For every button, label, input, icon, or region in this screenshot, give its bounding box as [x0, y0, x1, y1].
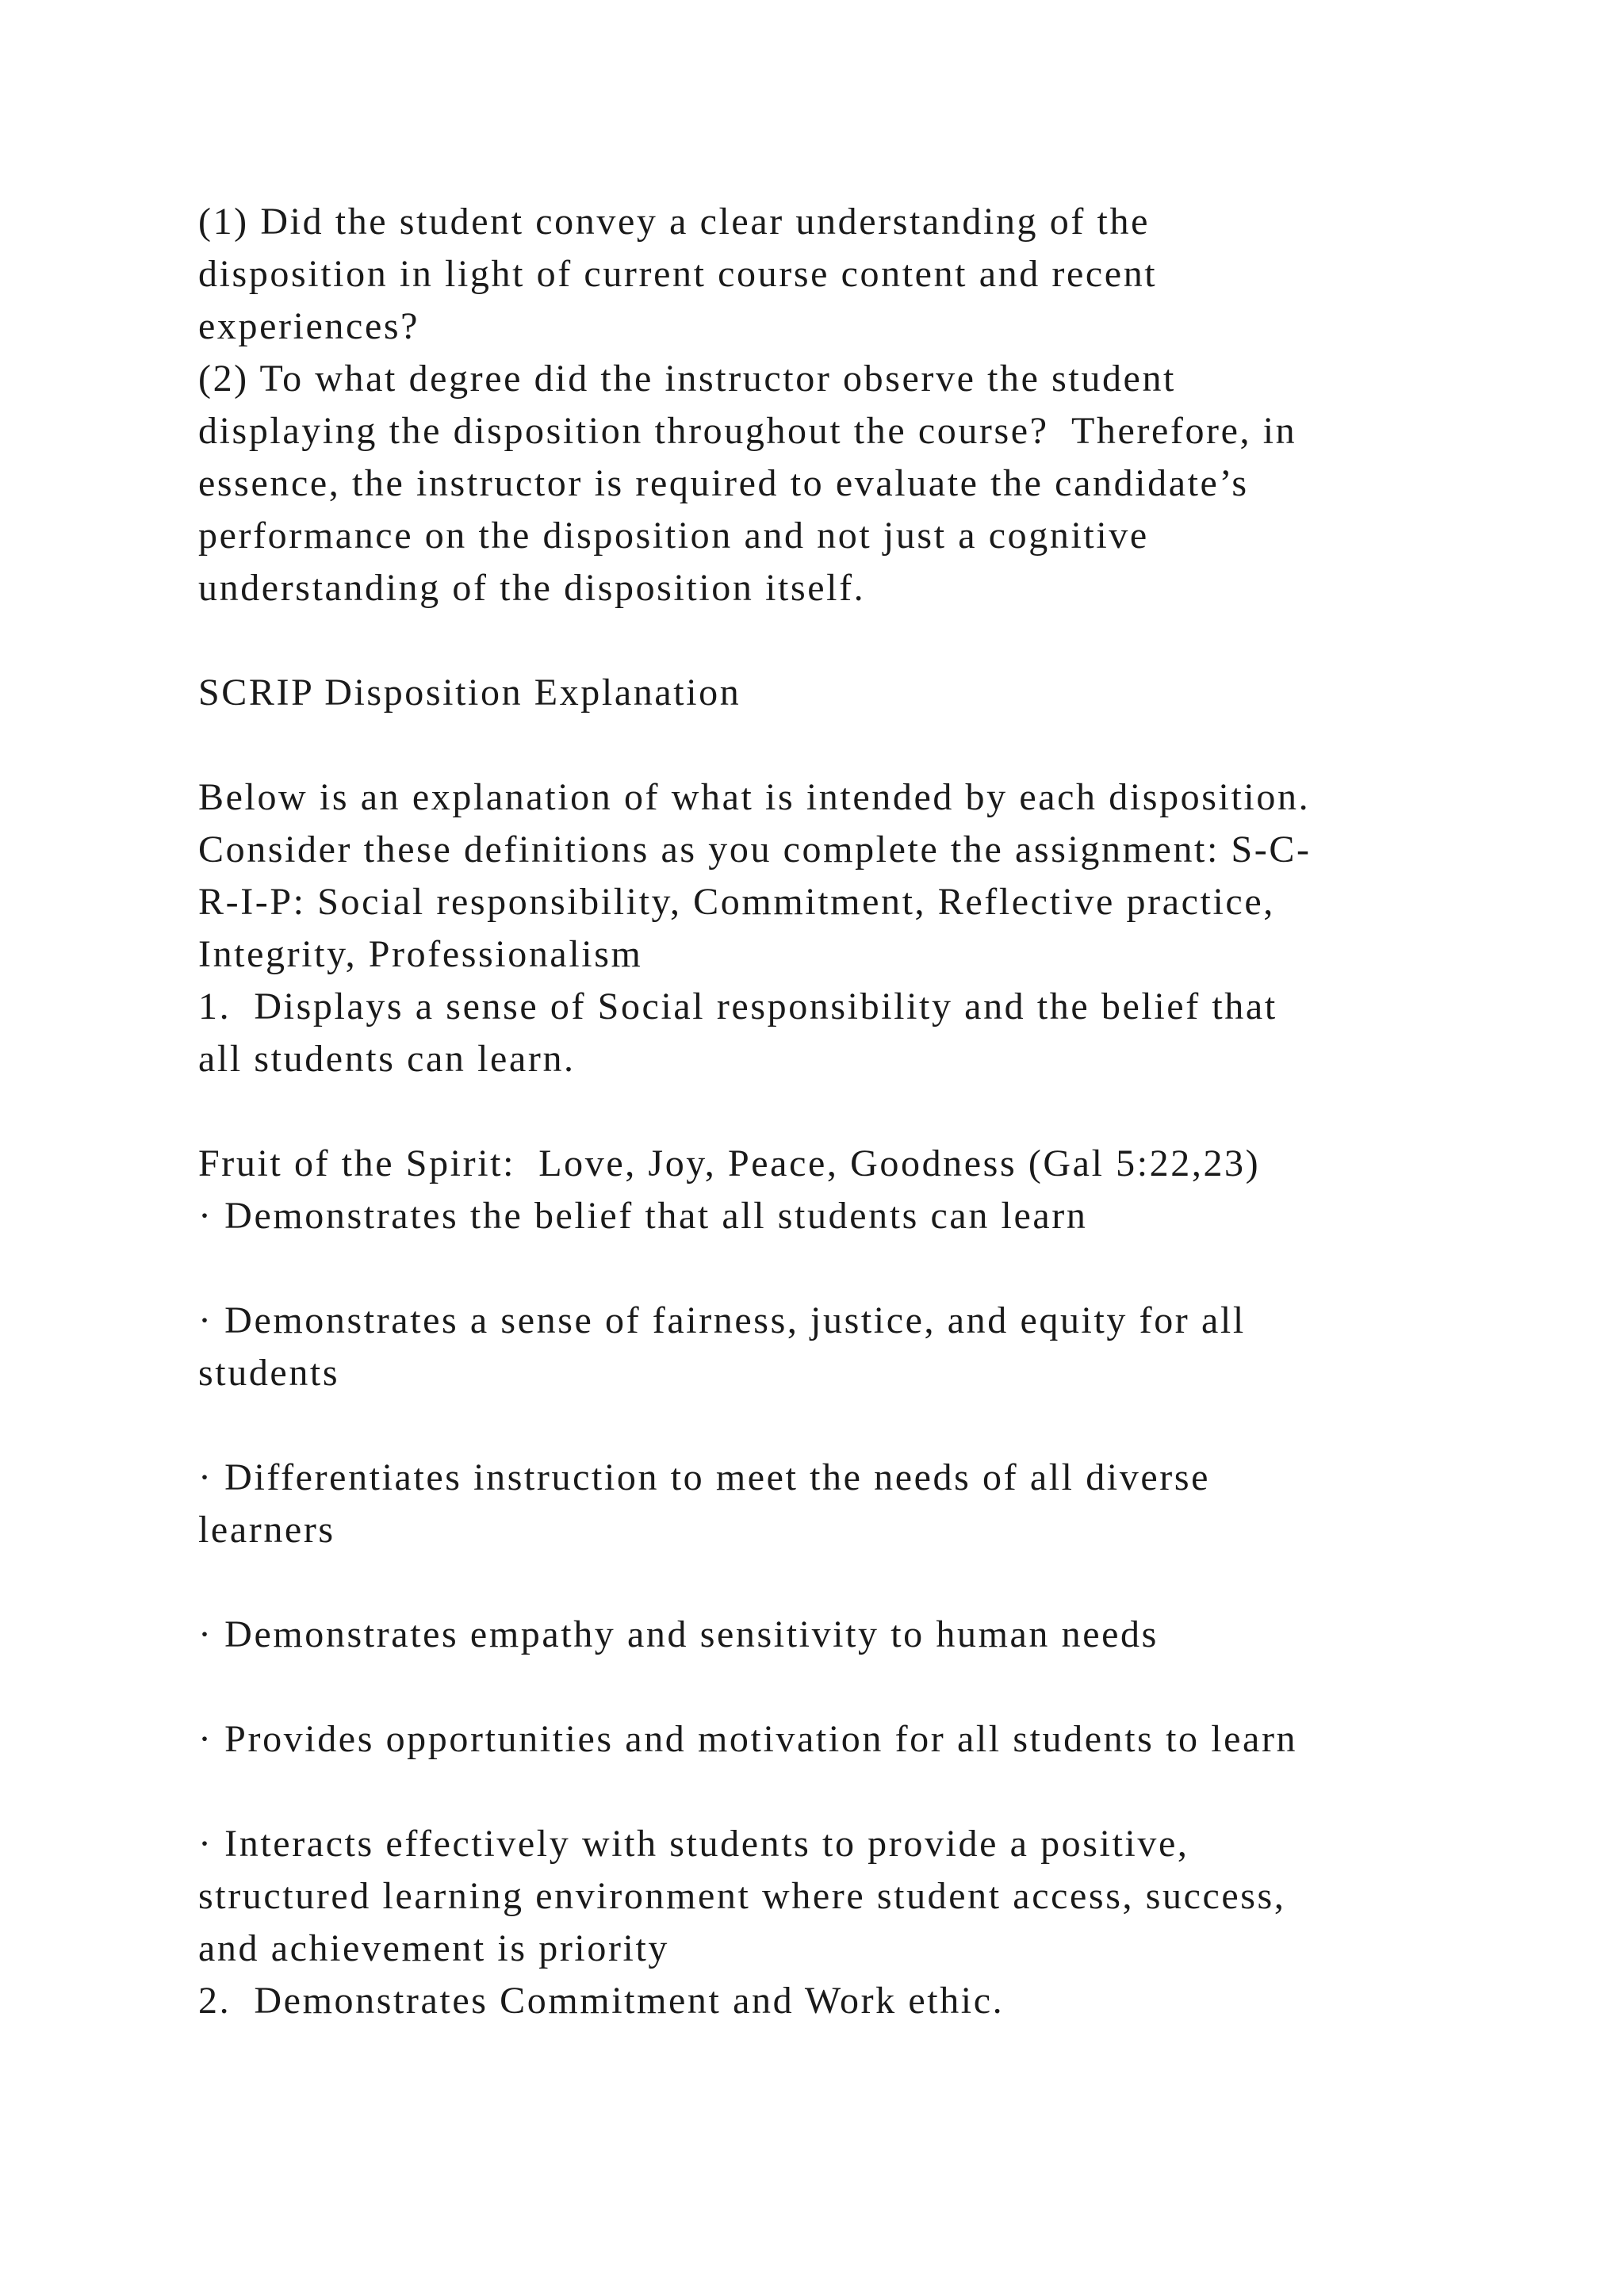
bullet-item: · Demonstrates empathy and sensitivity to human needs — [198, 1613, 1159, 1655]
blank-line — [198, 614, 1515, 667]
text-line: structured learning environment where student access, success, — [198, 1875, 1286, 1917]
text-line: R-I-P: Social responsibility, Commitment, Reflective practice, — [198, 881, 1275, 923]
bullet-item: · Demonstrates a sense of fairness, justice, and equity for all — [198, 1299, 1246, 1341]
text-line: displaying the disposition throughout the course? Therefore, in — [198, 410, 1297, 452]
text-line: Fruit of the Spirit: Love, Joy, Peace, Goodness (Gal 5:22,23) — [198, 1142, 1261, 1184]
text-line: Below is an explanation of what is intended by each disposition. — [198, 776, 1311, 818]
text-line: Consider these definitions as you complete the assignment: S-C- — [198, 828, 1312, 871]
text-line: students — [198, 1352, 340, 1394]
text-line: disposition in light of current course content and recent — [198, 253, 1158, 295]
text-line: performance on the disposition and not just a cognitive — [198, 515, 1149, 557]
text-line: understanding of the disposition itself. — [198, 567, 866, 609]
text-line: Integrity, Professionalism — [198, 933, 643, 975]
text-line: essence, the instructor is required to evaluate the candidate’s — [198, 462, 1249, 504]
text-line: (2) To what degree did the instructor observe the student — [198, 358, 1176, 400]
section-heading: SCRIP Disposition Explanation — [198, 672, 741, 714]
text-line: experiences? — [198, 305, 420, 347]
blank-line — [198, 1766, 1515, 1818]
text-line: all students can learn. — [198, 1038, 576, 1080]
bullet-item: · Demonstrates the belief that all students can learn — [198, 1195, 1088, 1237]
blank-line — [198, 719, 1515, 771]
blank-line — [198, 1399, 1515, 1452]
document-body — [198, 196, 1515, 2027]
numbered-item: 2. Demonstrates Commitment and Work ethic. — [198, 1980, 1005, 2022]
text-line: (1) Did the student convey a clear understanding of the — [198, 201, 1150, 243]
blank-line — [198, 1242, 1515, 1295]
text-line: learners — [198, 1509, 335, 1551]
bullet-item: · Provides opportunities and motivation for all students to learn — [198, 1718, 1298, 1760]
blank-line — [198, 1085, 1515, 1138]
bullet-item: · Differentiates instruction to meet the needs of all diverse — [198, 1456, 1211, 1498]
bullet-item: · Interacts effectively with students to provide a positive, — [198, 1823, 1189, 1865]
text-line: and achievement is priority — [198, 1927, 670, 1969]
blank-line — [198, 1556, 1515, 1609]
numbered-item: 1. Displays a sense of Social responsibility and the belief that — [198, 985, 1277, 1027]
blank-line — [198, 1661, 1515, 1713]
